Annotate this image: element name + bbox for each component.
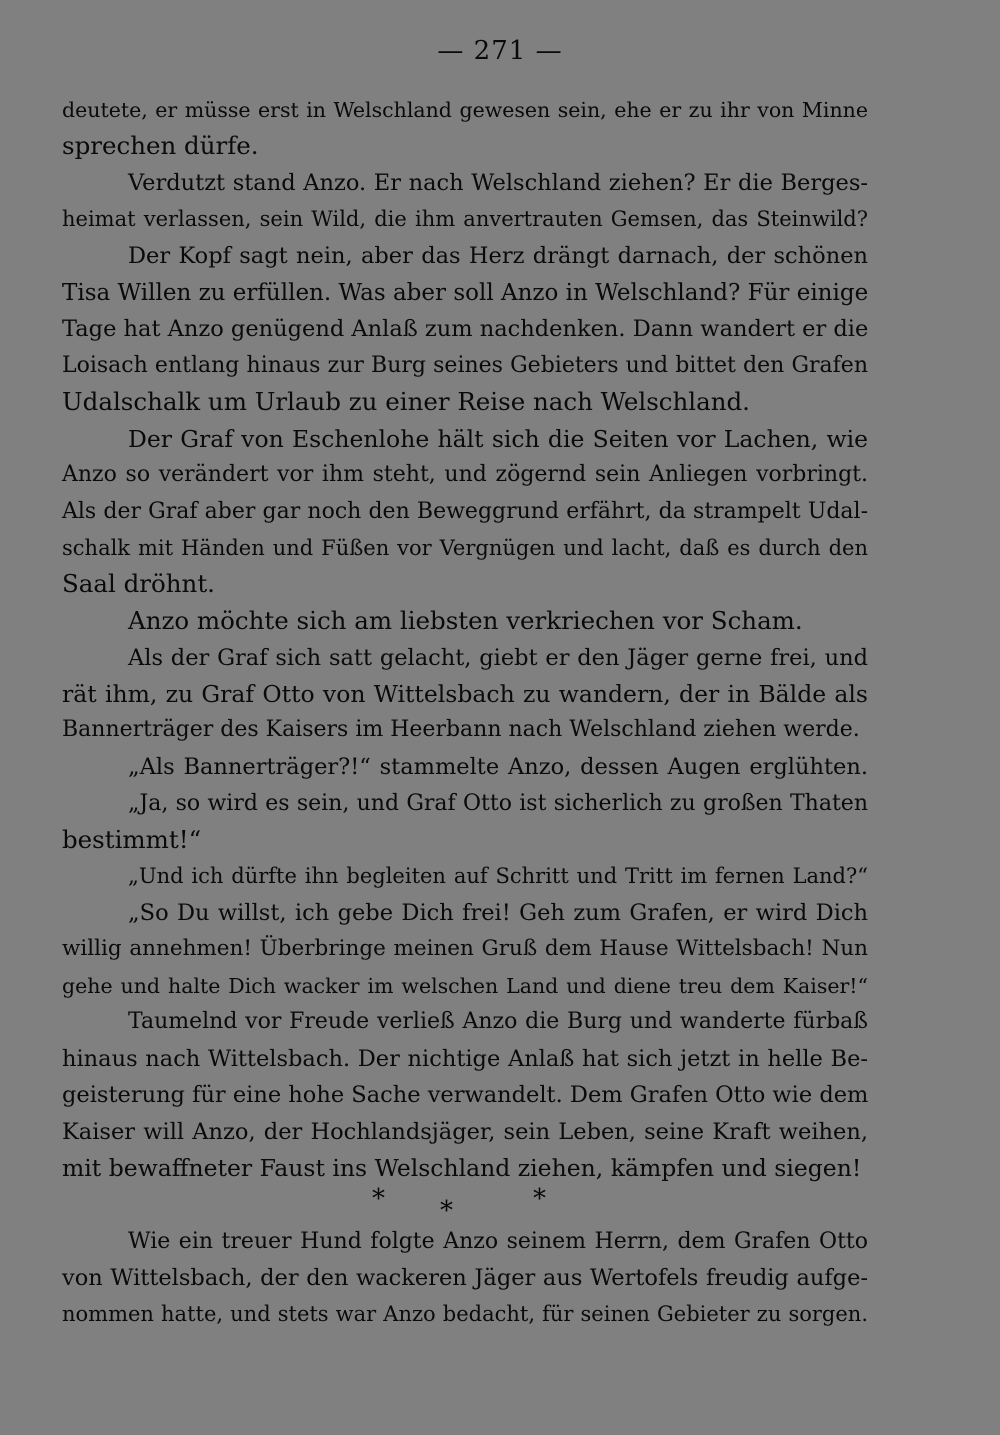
separator-asterisk: * [533, 1184, 546, 1214]
text-line: von Wittelsbach, der den wackeren Jäger aus Wertofels freudig aufge- [62, 1265, 868, 1291]
text-line: Udalschalk um Urlaub zu einer Reise nach Welschland. [62, 387, 750, 416]
text-line: Loisach entlang hinaus zur Burg seines Gebieters und bittet den Grafen [62, 353, 868, 378]
text-line: Taumelnd vor Freude verließ Anzo die Burg und wanderte fürbaß [128, 1009, 868, 1034]
section-separator [0, 1184, 1000, 1224]
text-line: heimat verlassen, sein Wild, die ihm anvertrauten Gemsen, das Steinwild? [62, 207, 868, 231]
text-line: willig annehmen! Überbringe meinen Gruß dem Hause Wittelsbach! Nun [62, 936, 868, 961]
text-line: Wie ein treuer Hund folgte Anzo seinem Herrn, dem Grafen Otto [128, 1229, 868, 1254]
text-line: hinaus nach Wittelsbach. Der nichtige Anlaß hat sich jetzt in helle Be- [62, 1046, 868, 1072]
text-line: Bannerträger des Kaisers im Heerbann nach Welschland ziehen werde. [62, 717, 860, 742]
text-line: bestimmt!“ [62, 825, 202, 854]
text-line: rät ihm, zu Graf Otto von Wittelsbach zu wandern, der in Bälde als [62, 680, 868, 708]
text-line: deutete, er müsse erst in Welschland gewesen sein, ehe er zu ihr von Minne [62, 98, 868, 122]
text-line: nommen hatte, und stets war Anzo bedacht, für seinen Gebieter zu sorgen. [62, 1302, 868, 1326]
text-line: schalk mit Händen und Füßen vor Vergnügen und lacht, daß es durch den [62, 536, 868, 560]
page-number: — 271 — [437, 36, 563, 66]
text-line: „So Du willst, ich gebe Dich frei! Geh zum Grafen, er wird Dich [128, 900, 868, 926]
text-line: sprechen dürfe. [62, 131, 259, 160]
text-line: Anzo möchte sich am liebsten verkriechen vor Scham. [128, 606, 803, 635]
text-line: Kaiser will Anzo, der Hochlandsjäger, sein Leben, seine Kraft weihen, [62, 1119, 868, 1145]
text-line: Saal dröhnt. [62, 569, 215, 598]
text-line: Als der Graf aber gar noch den Beweggrund erfährt, da strampelt Udal- [62, 499, 868, 524]
text-line: „Als Bannerträger?!“ stammelte Anzo, dessen Augen erglühten. [128, 754, 868, 780]
separator-asterisk: * [440, 1196, 453, 1226]
text-line: „Und ich dürfte ihn begleiten auf Schritt und Tritt im fernen Land?“ [128, 864, 868, 888]
text-line: Verdutzt stand Anzo. Er nach Welschland ziehen? Er die Berges- [128, 170, 868, 196]
text-line: Tage hat Anzo genügend Anlaß zum nachdenken. Dann wandert er die [62, 316, 869, 342]
text-line: Tisa Willen zu erfüllen. Was aber soll Anzo in Welschland? Für einige [62, 280, 869, 306]
text-line: Als der Graf sich satt gelacht, giebt er den Jäger gerne frei, und [128, 645, 868, 671]
separator-asterisk: * [372, 1184, 385, 1214]
text-line: gehe und halte Dich wacker im welschen Land und diene treu dem Kaiser!“ [62, 974, 868, 998]
text-line: geisterung für eine hohe Sache verwandelt. Dem Grafen Otto wie dem [62, 1082, 869, 1108]
text-line: Der Graf von Eschenlohe hält sich die Seiten vor Lachen, wie [128, 425, 868, 453]
text-line: Der Kopf sagt nein, aber das Herz drängt darnach, der schönen [128, 243, 868, 269]
text-line: Anzo so verändert vor ihm steht, und zögernd sein Anliegen vorbringt. [62, 462, 868, 487]
text-line: mit bewaffneter Faust ins Welschland ziehen, kämpfen und siegen! [62, 1154, 862, 1182]
text-line: „Ja, so wird es sein, und Graf Otto ist sicherlich zu großen Thaten [128, 791, 868, 816]
